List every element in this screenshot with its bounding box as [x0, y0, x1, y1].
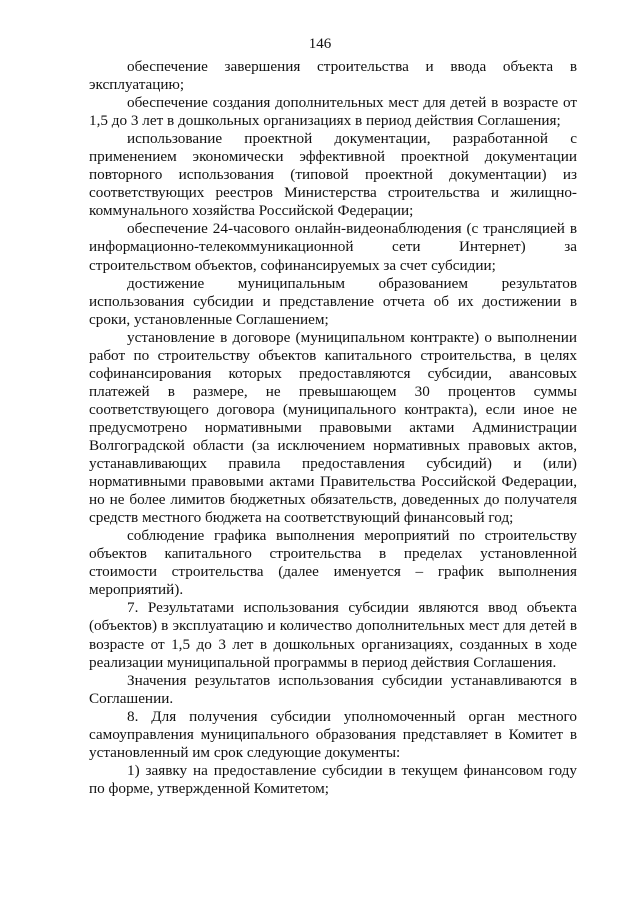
paragraph: 1) заявку на предоставление субсидии в текущем финансовом году по форме, утвержденной Комитетом;	[89, 761, 577, 797]
paragraph: использование проектной документации, разработанной с применением экономически эффективной проектной документации повторного использования (типовой проектной документации) из соответствующих реестров Министерства строительства и жилищно-коммунального хозяйства Российской Федерации;	[89, 130, 577, 220]
paragraph: 8. Для получения субсидии уполномоченный орган местного самоуправления муниципального образования представляет в Комитет в установленный им срок следующие документы:	[89, 707, 577, 761]
paragraph: установление в договоре (муниципальном контракте) о выполнении работ по строительству объектов капитального строительства, в целях софинансирования которых предоставляются субсидии, авансовых платежей в размере, не превышающем 30 процентов суммы соответствующего договора (муниципального контракта), если иное не предусмотрено нормативными правовыми актами Администрации Волгоградской области (за исключением нормативных правовых актов, устанавливающих правила предоставления субсидий) и (или) нормативными правовыми актами Правительства Российской Федерации, но не более лимитов бюджетных обязательств, доведенных до получателя средств местного бюджета на соответствующий финансовый год;	[89, 328, 577, 527]
paragraph: достижение муниципальным образованием результатов использования субсидии и представление отчета об их достижении в сроки, установленные Соглашением;	[89, 274, 577, 328]
paragraph: обеспечение 24-часового онлайн-видеонаблюдения (с трансляцией в информационно-телекоммуникационной сети Интернет) за строительством объектов, софинансируемых за счет субсидии;	[89, 220, 577, 274]
paragraph: соблюдение графика выполнения мероприятий по строительству объектов капитального строительства в пределах установленной стоимости строительства (далее именуется – график выполнения мероприятий).	[89, 527, 577, 599]
paragraph: обеспечение завершения строительства и ввода объекта в эксплуатацию;	[89, 58, 577, 94]
paragraph: обеспечение создания дополнительных мест для детей в возрасте от 1,5 до 3 лет в дошкольных организациях в период действия Соглашения;	[89, 94, 577, 130]
document-body	[89, 58, 577, 798]
paragraph: 7. Результатами использования субсидии являются ввод объекта (объектов) в эксплуатацию и количество дополнительных мест для детей в возрасте от 1,5 до 3 лет в дошкольных организациях, созданных в ходе реализации муниципальной программы в период действия Соглашения.	[89, 599, 577, 671]
page-number: 146	[308, 36, 332, 52]
paragraph: Значения результатов использования субсидии устанавливаются в Соглашении.	[89, 671, 577, 707]
